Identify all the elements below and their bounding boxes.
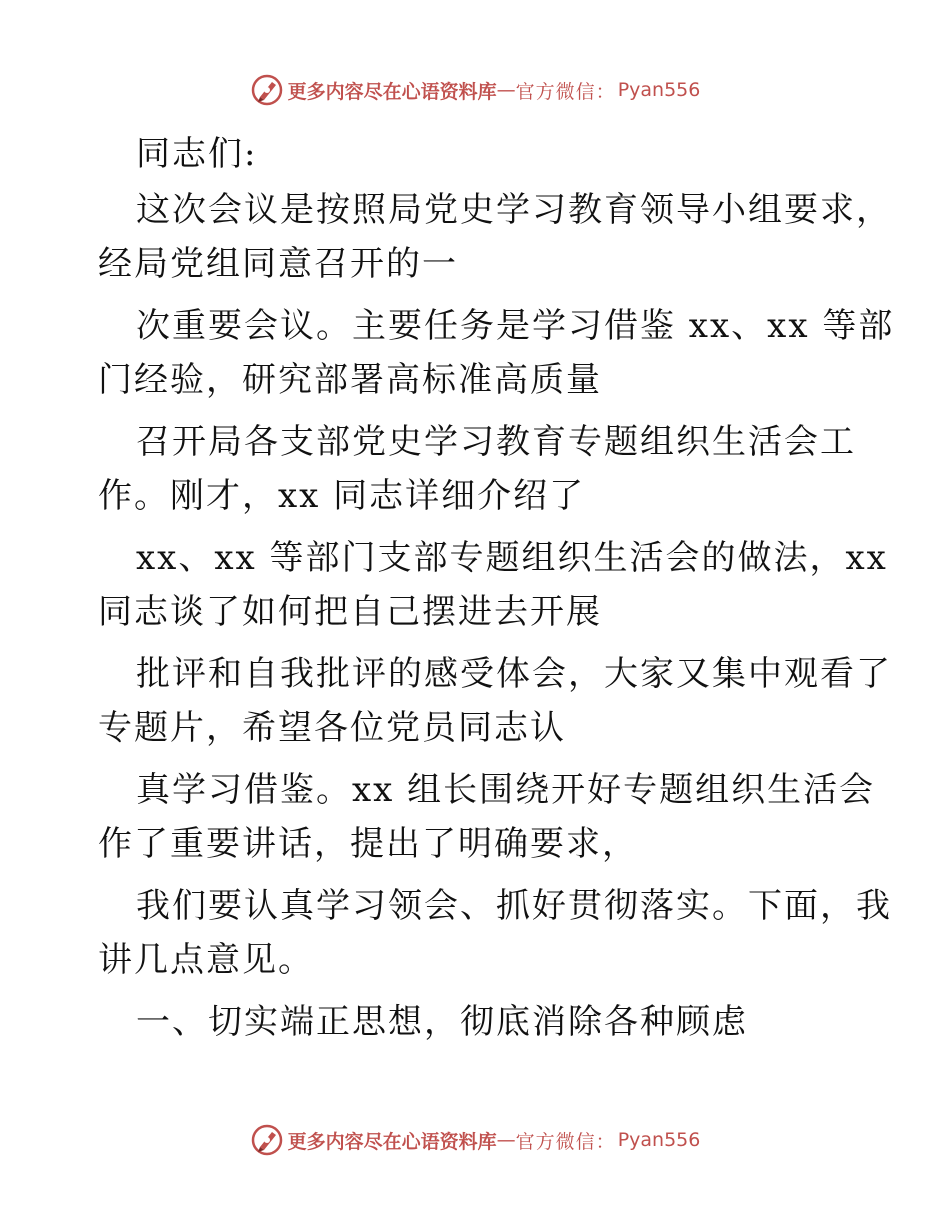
pen-logo-icon: [250, 73, 284, 107]
footer-brand: 更多内容尽在心语资料库: [287, 1130, 497, 1153]
paragraph-line: 同志谈了如何把自己摆进去开展: [98, 592, 602, 632]
header-banner: [0, 70, 950, 110]
footer-handle: Pyan556: [617, 1129, 701, 1151]
paragraph-line: 次重要会议。主要任务是学习借鉴 xx、xx 等部: [136, 306, 895, 346]
paragraph-line: 作。刚才，xx 同志详细介绍了: [98, 476, 586, 516]
paragraph-line: 门经验，研究部署高标准高质量: [98, 360, 602, 400]
paragraph-line: 作了重要讲话，提出了明确要求，: [98, 824, 638, 864]
paragraph-line: xx、xx 等部门支部专题组织生活会的做法，xx: [136, 538, 888, 578]
paragraph-line: 讲几点意见。: [98, 940, 314, 980]
header-brand: 更多内容尽在心语资料库: [287, 80, 497, 103]
paragraph-line: 这次会议是按照局党史学习教育领导小组要求，: [136, 190, 892, 230]
salutation: 同志们:: [136, 134, 258, 174]
header-dash: —: [496, 79, 516, 101]
paragraph-line: 召开局各支部党史学习教育专题组织生活会工: [136, 422, 856, 462]
paragraph-line: 真学习借鉴。xx 组长围绕开好专题组织生活会: [136, 770, 876, 810]
pen-logo-icon: [250, 1123, 284, 1157]
footer-dash: —: [496, 1129, 516, 1151]
paragraph-line: 我们要认真学习领会、抓好贯彻落实。下面，我: [136, 886, 892, 926]
paragraph-line: 专题片，希望各位党员同志认: [98, 708, 566, 748]
section-heading: 一、切实端正思想，彻底消除各种顾虑: [136, 1002, 748, 1042]
paragraph-line: 经局党组同意召开的一: [98, 244, 458, 284]
header-wechat-label: 官方微信：: [515, 80, 616, 103]
footer-banner: [0, 1120, 950, 1160]
paragraph-line: 批评和自我批评的感受体会，大家又集中观看了: [136, 654, 892, 694]
footer-wechat-label: 官方微信：: [515, 1130, 616, 1153]
header-handle: Pyan556: [617, 79, 701, 101]
